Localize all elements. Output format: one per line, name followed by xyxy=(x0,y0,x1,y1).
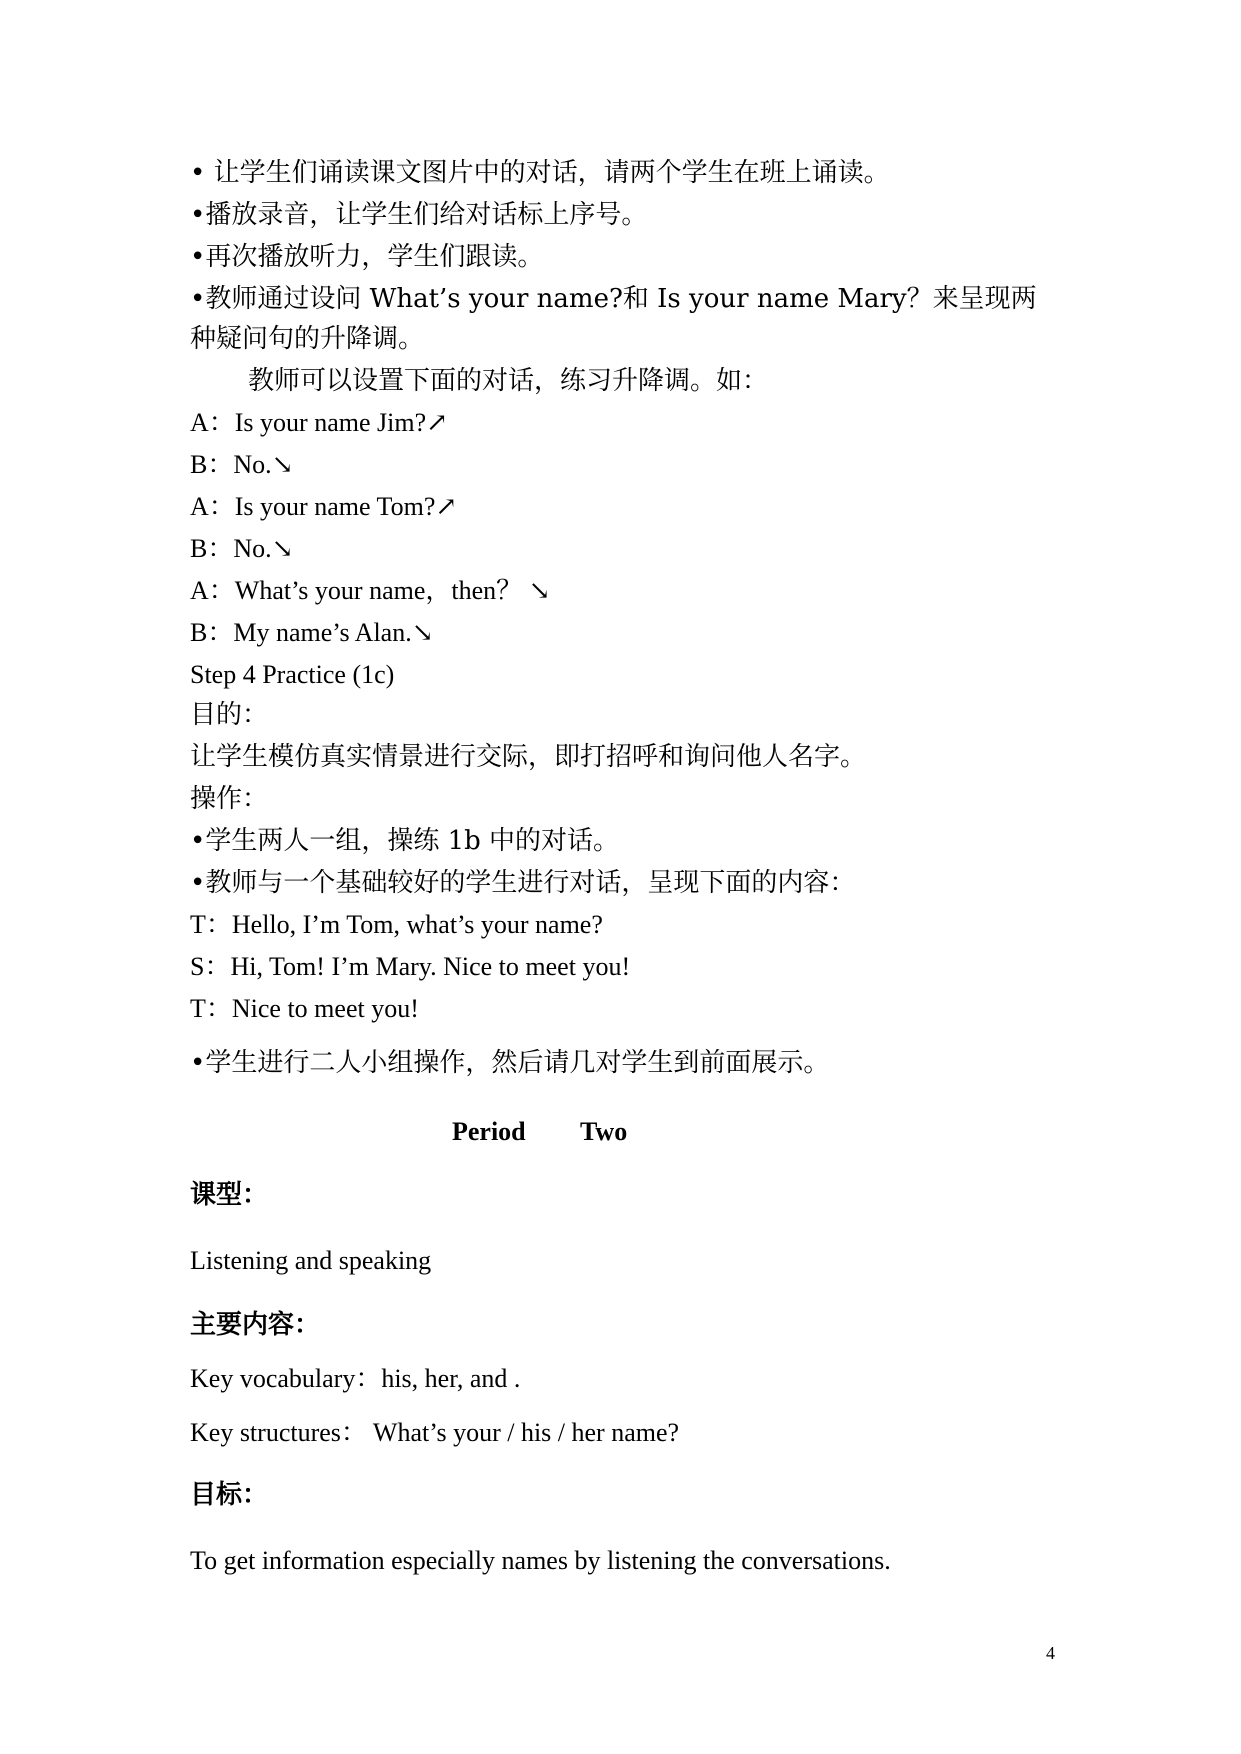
operation-label: 操作： xyxy=(190,784,269,814)
period-title-word1: Period xyxy=(452,1117,526,1146)
period-title-word2: Two xyxy=(580,1117,628,1146)
dialogue-line: T：Nice to meet you! xyxy=(190,994,419,1023)
dialogue-line: S：Hi, Tom! I’m Mary. Nice to meet you! xyxy=(190,952,631,981)
bullet-pair-practice: •学生两人一组，操练 1b 中的对话。 xyxy=(190,826,620,856)
purpose-label: 目的： xyxy=(190,700,269,730)
dialogue-line: A：Is your name Tom?↗ xyxy=(190,492,458,521)
dialogue-line: B：No.↘ xyxy=(190,450,294,479)
intonation-question-continued: 种疑问句的升降调。 xyxy=(190,324,425,354)
main-content-label: 主要内容： xyxy=(190,1310,321,1340)
key-vocabulary: Key vocabulary：his, her, and . xyxy=(190,1364,521,1393)
bullet-group-show: •学生进行二人小组操作，然后请几对学生到前面展示。 xyxy=(190,1048,830,1078)
bullet-play-again: •再次播放听力，学生们跟读。 xyxy=(190,242,544,272)
practice-intro: 教师可以设置下面的对话，练习升降调。如： xyxy=(248,366,769,396)
dialogue-line: B：My name’s Alan.↘ xyxy=(190,618,434,647)
dialogue-line: T：Hello, I’m Tom, what’s your name? xyxy=(190,910,603,939)
goal-value: To get information especially names by listening the conversations. xyxy=(190,1546,891,1575)
dialogue-line: B：No.↘ xyxy=(190,534,294,563)
purpose-text: 让学生模仿真实情景进行交际，即打招呼和询问他人名字。 xyxy=(190,742,867,772)
bullet-teacher-dialogue: •教师与一个基础较好的学生进行对话，呈现下面的内容： xyxy=(190,868,856,898)
step-4-heading: Step 4 Practice (1c) xyxy=(190,660,395,689)
key-structures: Key structures： What’s your / his / her name? xyxy=(190,1418,680,1447)
dialogue-line: A：Is your name Jim?↗ xyxy=(190,408,448,437)
goal-label: 目标： xyxy=(190,1480,269,1510)
bullet-recite-dialogue: • 让学生们诵读课文图片中的对话，请两个学生在班上诵读。 xyxy=(190,158,890,188)
bullet-play-recording: •播放录音，让学生们给对话标上序号。 xyxy=(190,200,648,230)
lesson-type-value: Listening and speaking xyxy=(190,1246,432,1275)
lesson-type-label: 课型： xyxy=(190,1180,269,1210)
page-number: 4 xyxy=(1046,1643,1055,1663)
bullet-intonation-question: •教师通过设问 What’s your name?和 Is your name Mary？来呈现两 xyxy=(190,284,1037,314)
dialogue-line: A：What’s your name，then？ ↘ xyxy=(190,576,551,605)
